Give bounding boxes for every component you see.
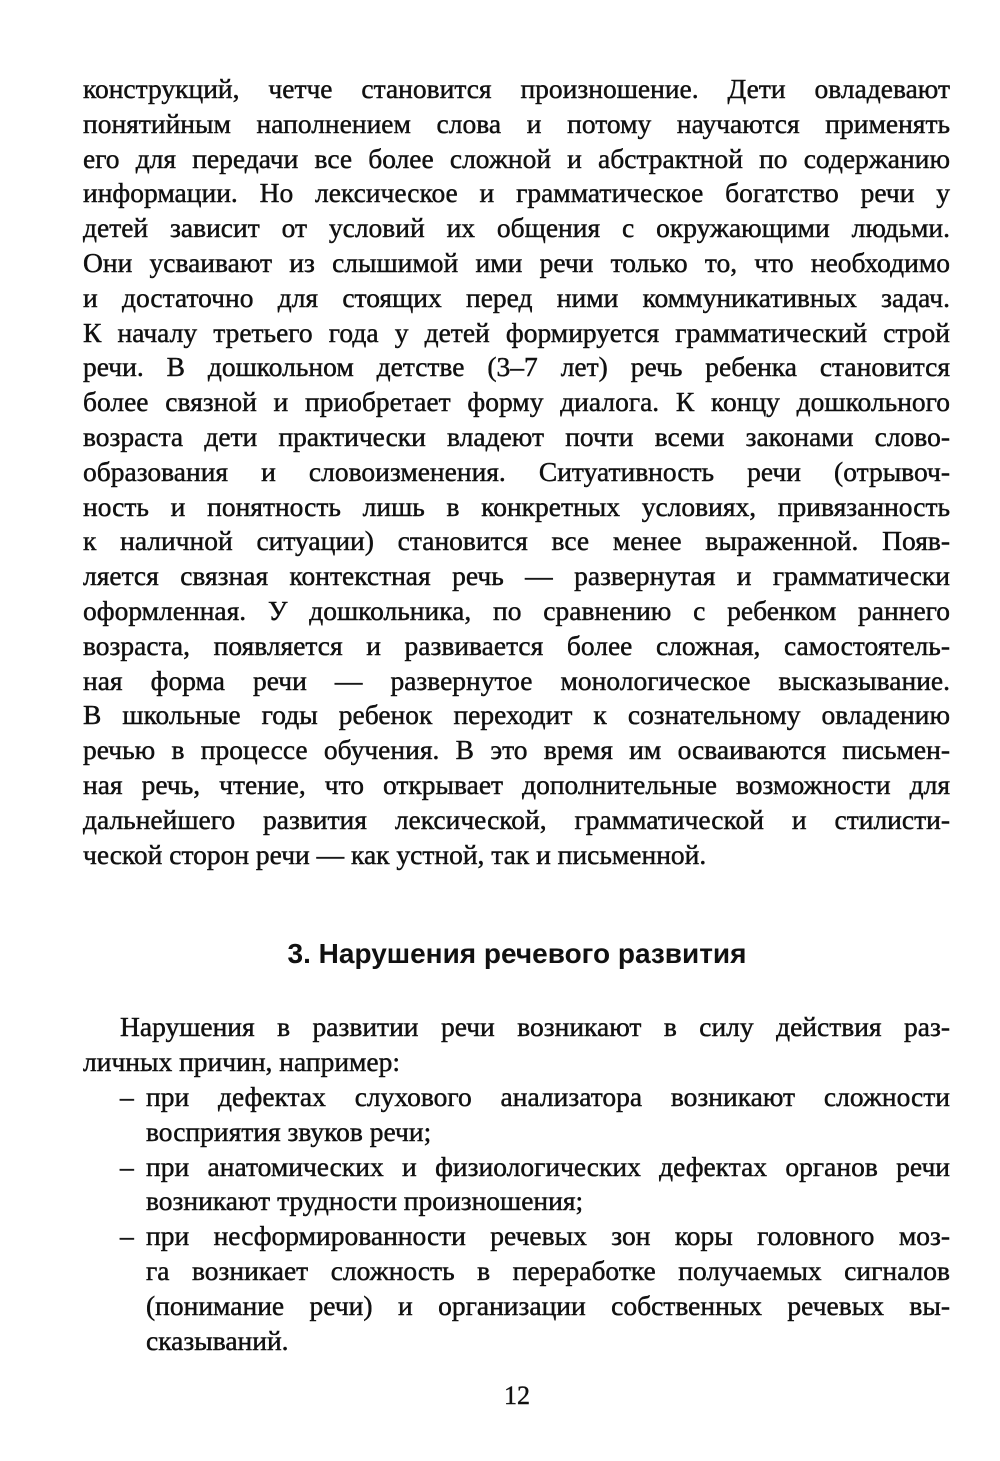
text-line: ческой сторон речи — как устной, так и письменной. [83, 838, 707, 870]
text-line: ляется связная контекстная речь — развернутая и грамматически [83, 560, 950, 592]
text-line: конструкций, четче становится произношение. Дети овладевают [83, 73, 950, 104]
list-item-line: – при дефектах слухового анализатора возникают сложности [120, 1081, 950, 1112]
text-line: более связной и приобретает форму диалога. К концу дошкольного [83, 386, 950, 418]
page-number: 12 [504, 1381, 530, 1410]
list-dash: – [120, 1220, 134, 1252]
text-line: и достаточно для стоящих перед ними коммуникативных задач. [83, 281, 950, 313]
text-line: личных причин, например: [83, 1046, 401, 1077]
section-heading: 3. Нарушения речевого развития [287, 938, 747, 969]
text-line: дальнейшего развития лексической, грамматической и стилисти- [83, 803, 950, 835]
text-line: понятийным наполнением слова и потому научаются применять [83, 107, 950, 139]
text-line: оформленная. У дошкольника, по сравнению с ребенком раннего [83, 595, 950, 626]
text-line: речи. В дошкольном детстве (3–7 лет) речь ребенка становится [83, 351, 950, 383]
list-item-line: сказываний. [146, 1324, 289, 1356]
list-dash: – [120, 1081, 134, 1112]
text-line: В школьные годы ребенок переходит к сознательному овладению [83, 699, 950, 731]
list-item-line: – при анатомических и физиологических дефектах органов речи [120, 1150, 950, 1182]
text-line: возраста дети практически владеют почти всеми законами слово- [83, 421, 950, 452]
text-line: речью в процессе обучения. В это время им осваиваются письмен- [83, 734, 950, 766]
text-line: образования и словоизменения. Ситуативность речи (отрывоч- [83, 455, 950, 487]
list-dash: – [120, 1150, 134, 1182]
list-item-line: га возникает сложность в переработке получаемых сигналов [146, 1255, 950, 1286]
text-line: информации. Но лексическое и грамматическое богатство речи у [83, 177, 950, 209]
text-line: к наличной ситуации) становится все менее выраженной. Появ- [83, 525, 950, 557]
text-line: Нарушения в развитии речи возникают в силу действия раз- [120, 1011, 950, 1042]
text-line: ная речь, чтение, что открывает дополнительные возможности для [83, 769, 950, 800]
list-item-line: возникают трудности произношения; [146, 1185, 584, 1217]
text-line: Они усваивают из слышимой ими речи только то, что необходимо [83, 247, 950, 278]
list-item-line: восприятия звуков речи; [146, 1115, 432, 1147]
text-line: ная форма речи — развернутое монологическое высказывание. [83, 664, 950, 696]
text-line: К началу третьего года у детей формируется грамматический строй [83, 316, 950, 348]
text-line: ность и понятность лишь в конкретных условиях, привязанность [83, 490, 950, 522]
text-line: его для передачи все более сложной и абстрактной по содержанию [83, 142, 950, 174]
list-item-line: (понимание речи) и организации собственных речевых вы- [146, 1289, 950, 1321]
list-item-line: – при несформированности речевых зон коры головного моз- [120, 1220, 950, 1252]
text-line: возраста, появляется и развивается более сложная, самостоятель- [83, 629, 950, 661]
text-line: детей зависит от условий их общения с окружающими людьми. [83, 212, 950, 244]
